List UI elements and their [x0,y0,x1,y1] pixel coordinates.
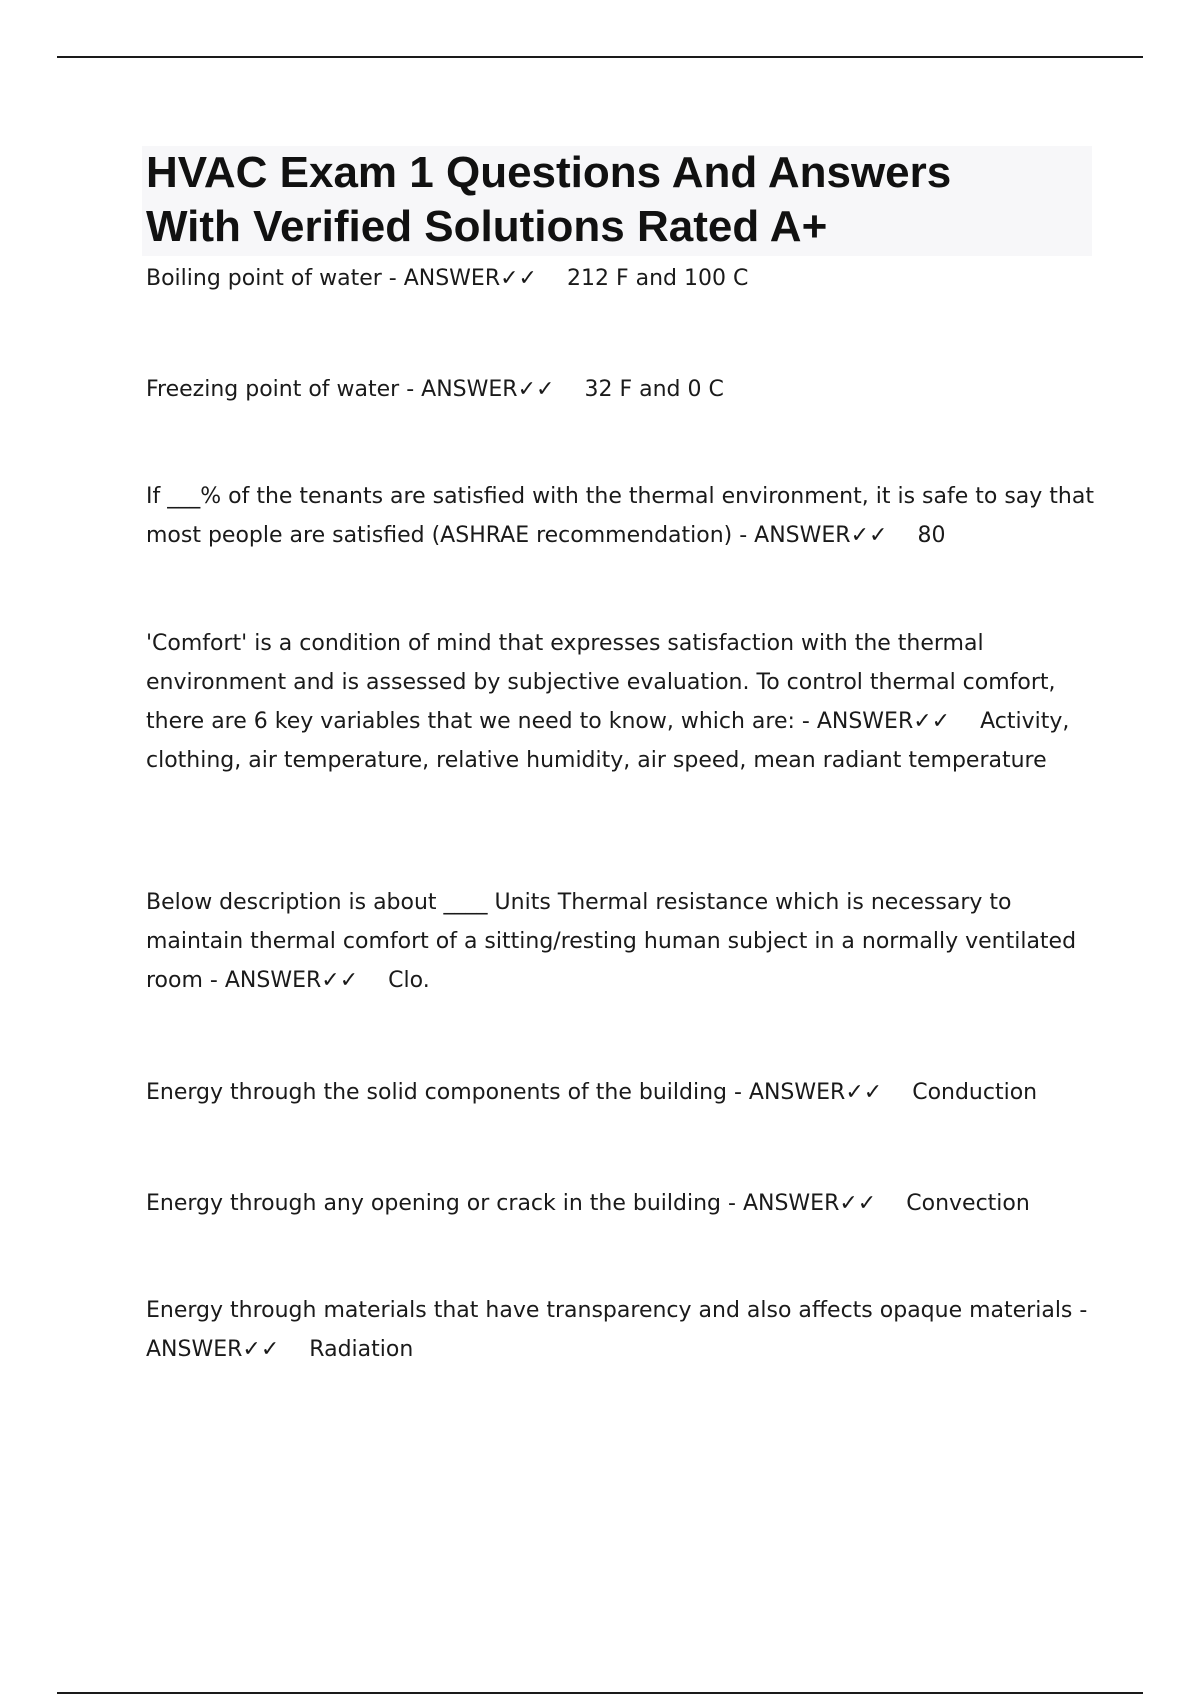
answer-marker: ANSWER [146,1337,243,1362]
qa-item-clo-units [146,883,1096,1000]
question-text: Energy through the solid components of the building - [146,1080,749,1105]
answer-marker: ANSWER [816,709,914,734]
qa-item-freezing-point [146,370,1096,409]
qa-item-boiling-point [146,259,1096,298]
double-check-icon: ✓✓ [845,1080,883,1105]
question-text: 'Comfort' is a condition of mind that expresses satisfaction with the thermal environment and is assessed by subjective evaluation. To control thermal comfort, there are 6 key variables that we need to know, which are: - [146,631,1056,734]
title-block [142,146,1092,256]
answer-text: Activity, clothing, air temperature, relative humidity, air speed, mean radiant temperature [146,709,1070,773]
answer-text: Clo. [388,968,430,993]
question-text: If ___% of the tenants are satisfied with the thermal environment, it is safe to say that most people are satisfied (ASHRAE recommendation) - [146,484,1094,548]
answer-marker: ANSWER [754,523,851,548]
question-text: Energy through materials that have transparency and also affects opaque materials - [146,1298,1088,1323]
answer-marker: ANSWER [421,377,518,402]
answer-text: Conduction [912,1080,1038,1105]
answer-text: Radiation [309,1337,414,1362]
bottom-rule [57,1692,1143,1694]
answer-text: Convection [906,1191,1030,1216]
double-check-icon: ✓✓ [321,968,359,993]
double-check-icon: ✓✓ [839,1191,877,1216]
double-check-icon: ✓✓ [913,709,951,734]
answer-text: 80 [917,523,946,548]
page-title-line-1: HVAC Exam 1 Questions And Answers [146,148,952,197]
question-text: Energy through any opening or crack in the building - [146,1191,743,1216]
page-title-line-2: With Verified Solutions Rated A+ [146,202,828,251]
answer-marker: ANSWER [403,266,501,291]
double-check-icon: ✓✓ [850,523,888,548]
answer-text: 32 F and 0 C [584,377,724,402]
qa-item-comfort-variables [146,624,1096,780]
qa-item-radiation [146,1291,1096,1369]
double-check-icon: ✓✓ [517,377,555,402]
question-text: Boiling point of water - [146,266,404,291]
qa-item-conduction [146,1073,1096,1112]
answer-marker: ANSWER [224,968,322,993]
question-text: Freezing point of water - [146,377,422,402]
question-text: Below description is about ____ Units Thermal resistance which is necessary to maintain thermal comfort of a sitting/resting human subject in a normally ventilated room - [146,890,1077,993]
answer-text: 212 F and 100 C [567,266,749,291]
top-rule [57,56,1143,58]
double-check-icon: ✓✓ [500,266,537,291]
qa-item-convection [146,1184,1096,1223]
double-check-icon: ✓✓ [242,1337,280,1362]
answer-marker: ANSWER [742,1191,840,1216]
qa-item-ashrae-satisfaction [146,477,1096,555]
answer-marker: ANSWER [748,1080,846,1105]
